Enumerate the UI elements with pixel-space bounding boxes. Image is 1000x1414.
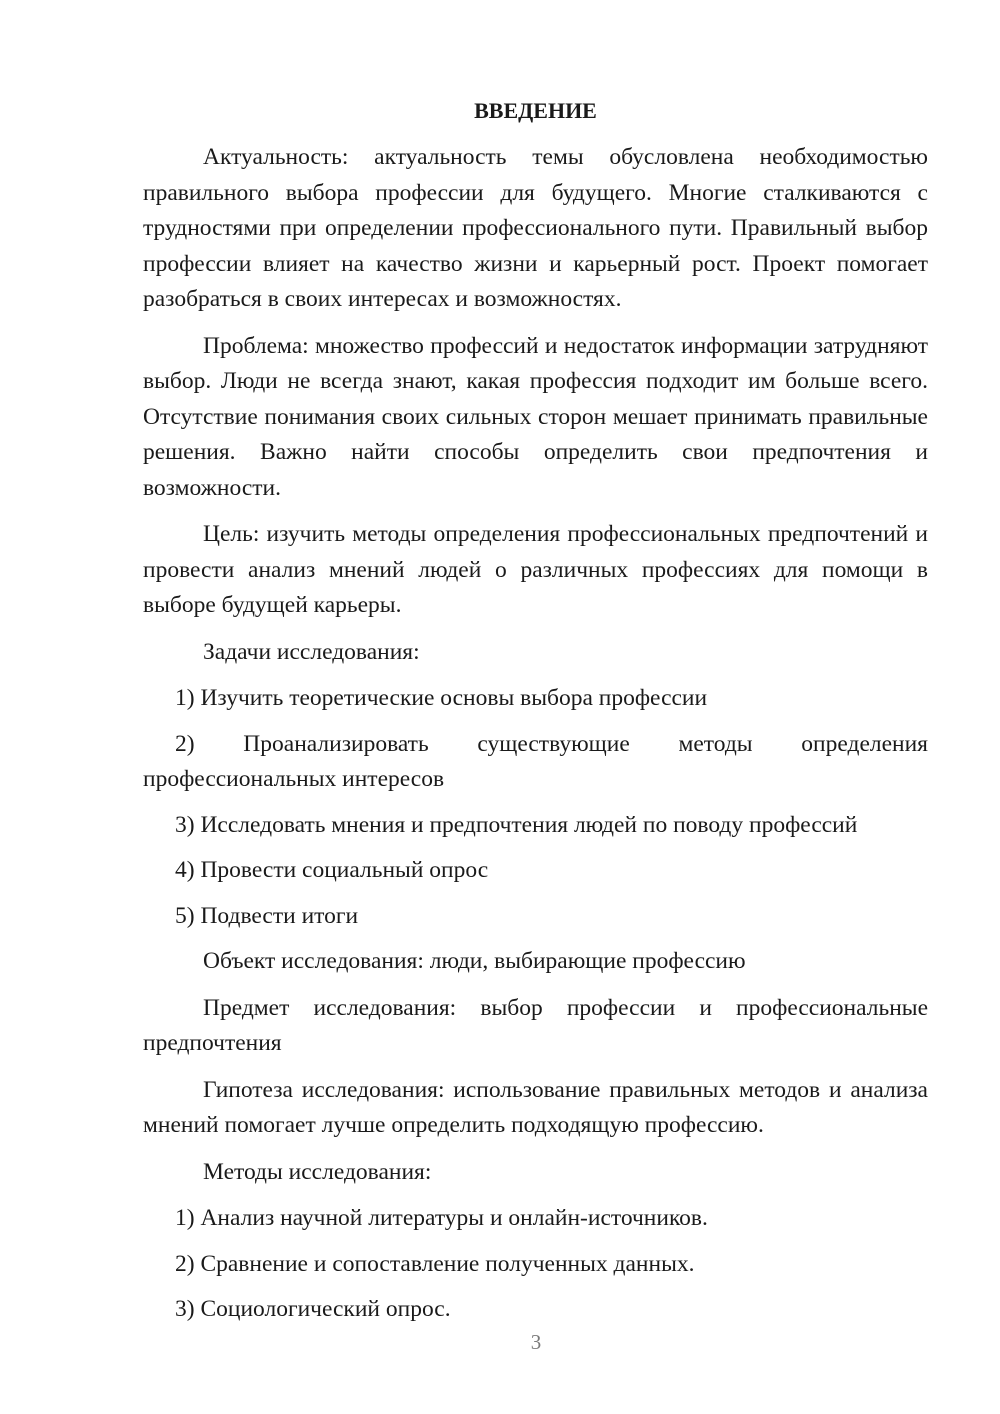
document-body (143, 92, 928, 1338)
task-item: 5) Подвести итоги (175, 902, 359, 929)
page-number: 3 (530, 1330, 542, 1354)
paragraph-methods-heading: Методы исследования: (203, 1158, 432, 1185)
paragraph-object: Объект исследования: люди, выбирающие профессию (203, 948, 746, 974)
task-item: 4) Провести социальный опрос (175, 857, 489, 883)
paragraph-tasks-heading: Задачи исследования: (203, 638, 420, 665)
task-item: 3) Исследовать мнения и предпочтения людей по поводу профессий (175, 811, 858, 838)
section-title: ВВЕДЕНИЕ (474, 98, 597, 123)
paragraph-goal: Цель: изучить методы определения профессиональных предпочтений и провести анализ мнений людей о различных профессиях для помощи в выборе будущей карьеры. (143, 521, 928, 618)
method-item: 2) Сравнение и сопоставление полученных данных. (175, 1250, 695, 1277)
task-item: 1) Изучить теоретические основы выбора профессии (175, 685, 708, 711)
paragraph-problem: Проблема: множество профессий и недостаток информации затрудняют выбор. Люди не всегда знают, какая профессия подходит им больше всего. Отсутствие понимания своих сильных сторон мешает принимать правильные решения. Важно найти способы определить свои предпочтения и возможности. (143, 332, 928, 501)
paragraph-subject: Предмет исследования: выбор профессии и профессиональные предпочтения (143, 994, 928, 1056)
task-item: 2) Проанализировать существующие методы определения профессиональных интересов (143, 730, 928, 792)
method-item: 3) Социологический опрос. (175, 1296, 451, 1322)
paragraph-hypothesis: Гипотеза исследования: использование правильных методов и анализа мнений помогает лучше определить подходящую профессию. (143, 1076, 928, 1138)
paragraph-relevance: Актуальность: актуальность темы обусловлена необходимостью правильного выбора профессии для будущего. Многие сталкиваются с трудностями при определении профессионального пути. Правильный выбор профессии влияет на качество жизни и карьерный рост. Проект помогает разобраться в своих интересах и возможностях. (143, 144, 928, 312)
method-item: 1) Анализ научной литературы и онлайн-источников. (175, 1205, 708, 1231)
